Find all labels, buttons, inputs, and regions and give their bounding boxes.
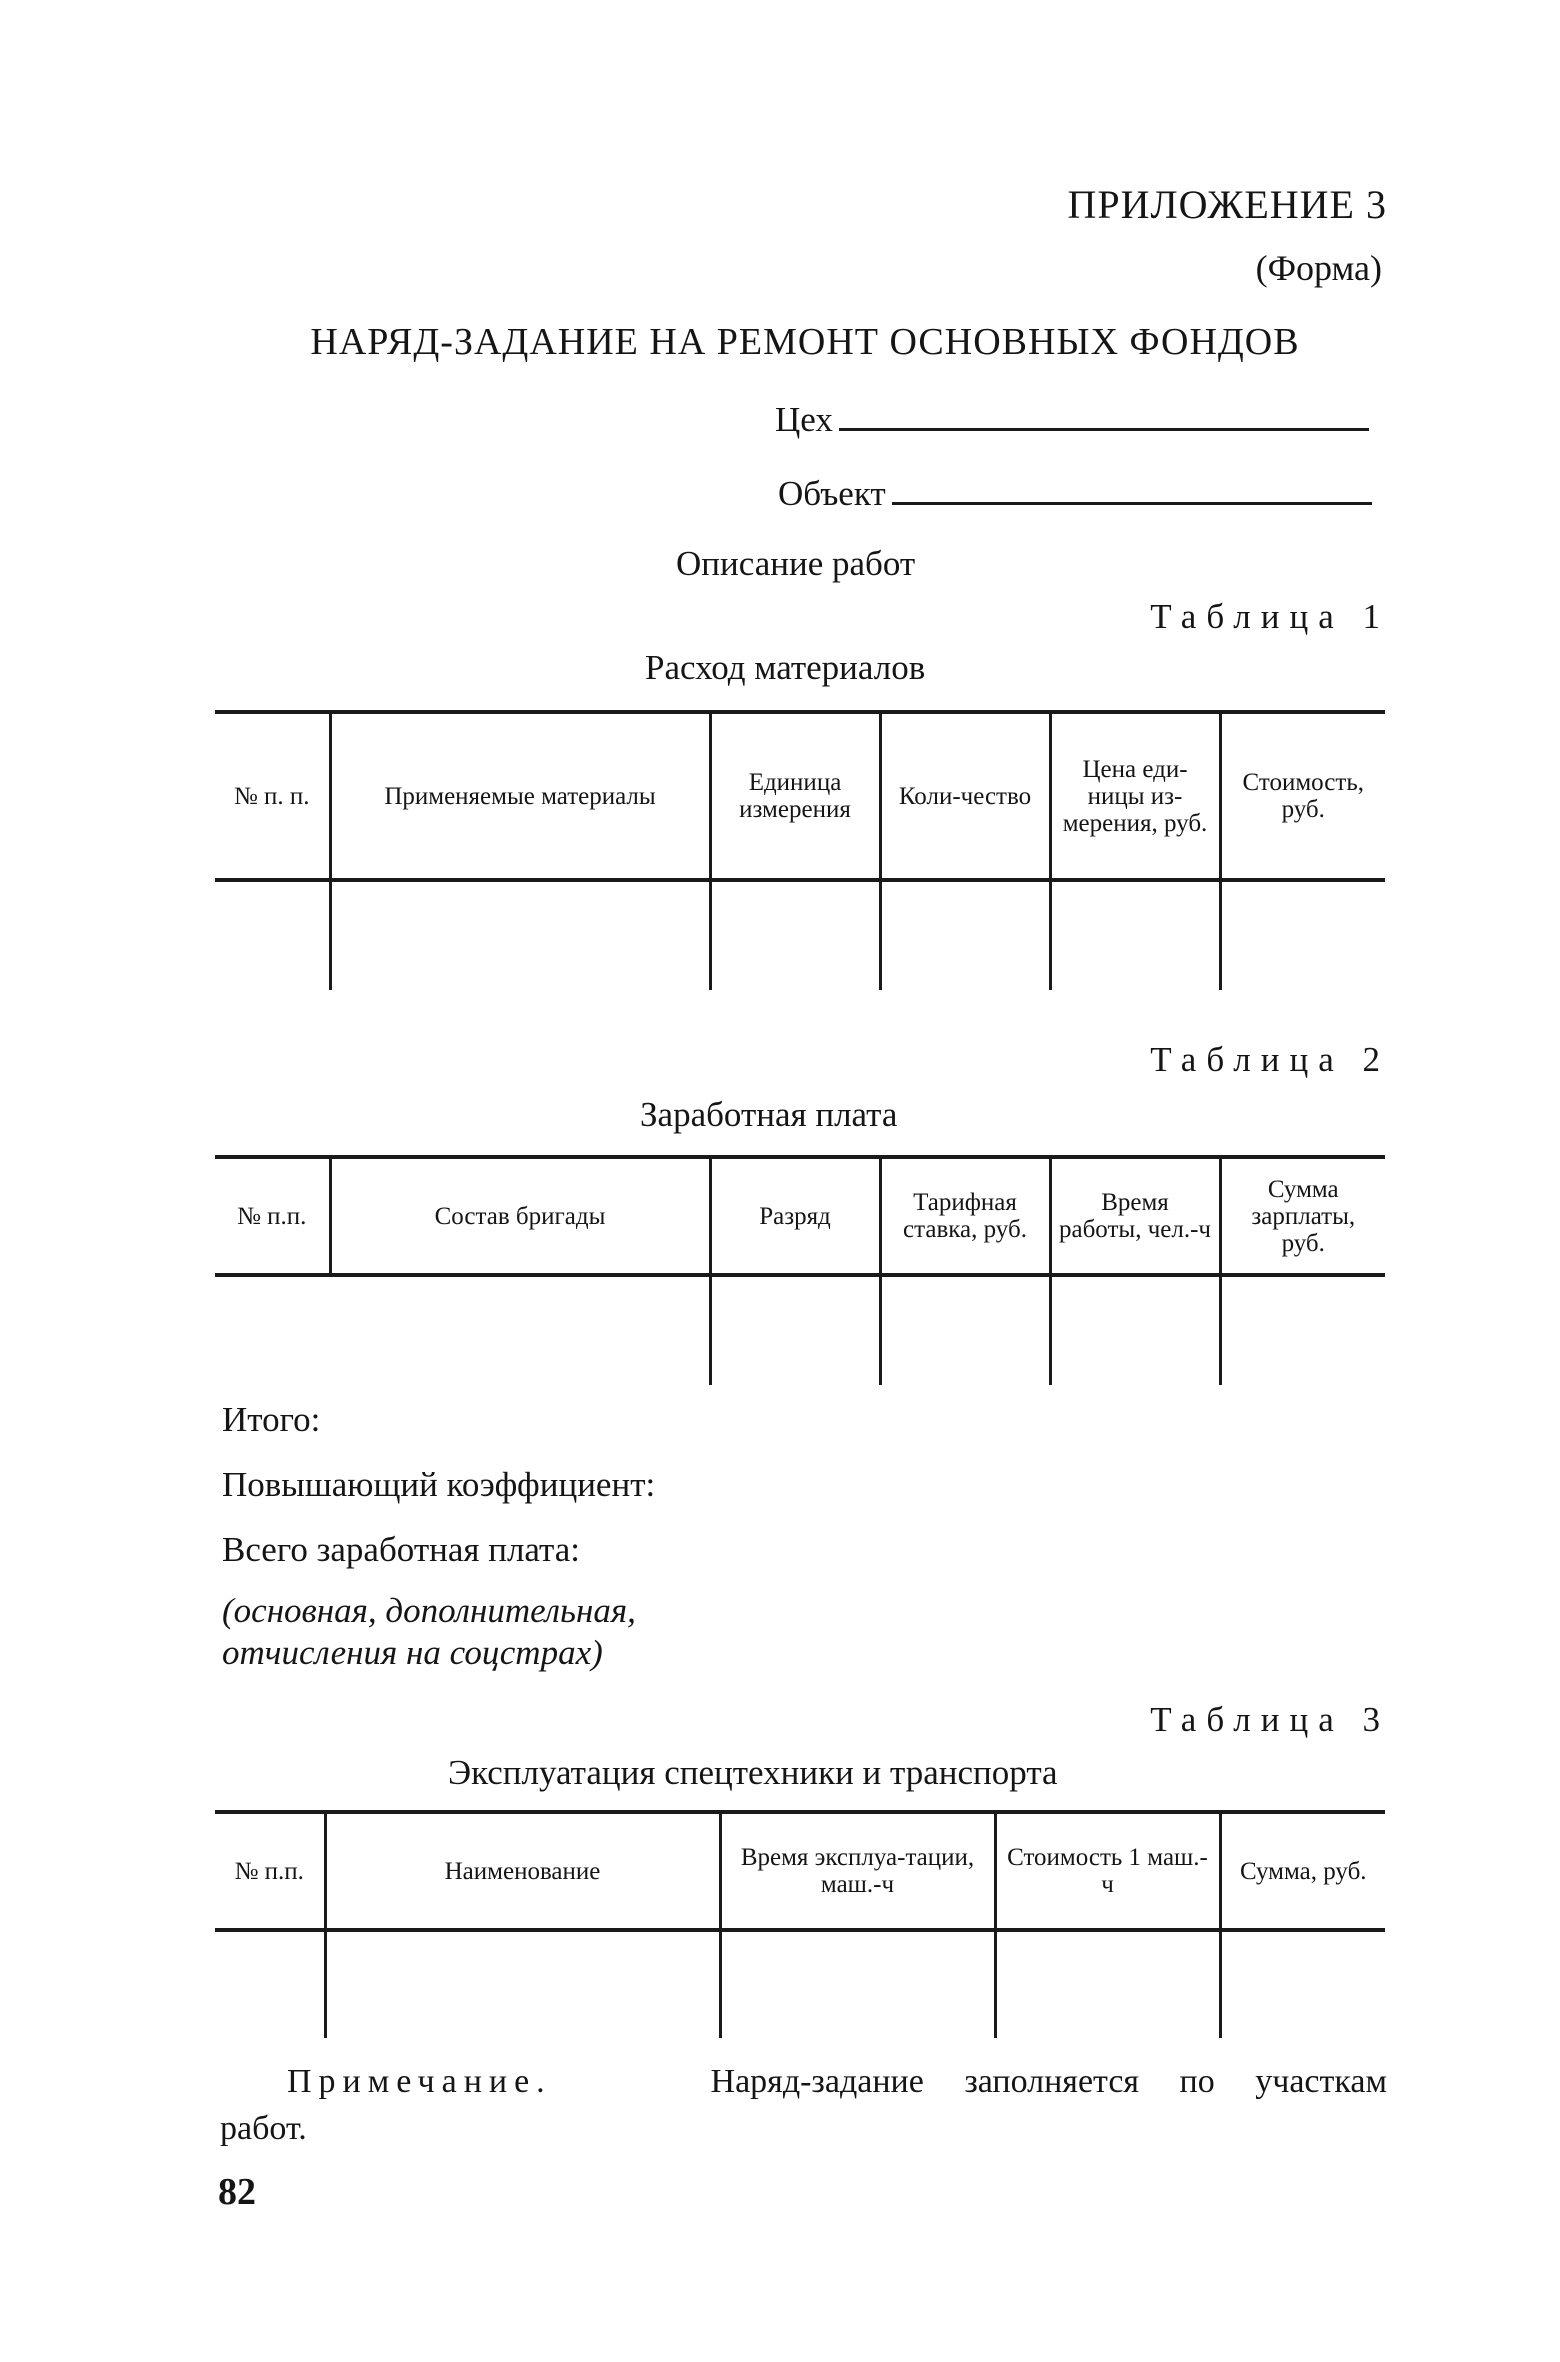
object-field[interactable] [778,474,1372,514]
table-cell[interactable] [1220,1275,1385,1385]
table-cell[interactable] [330,1275,710,1385]
col-number: № п.п. [215,1157,330,1275]
table-cell[interactable] [880,1275,1050,1385]
col-quantity: Коли-чество [880,712,1050,880]
wages-note-line1: (основная, дополнительная, [222,1591,636,1630]
col-hour-cost: Стоимость 1 маш.-ч [995,1812,1220,1930]
coefficient-label: Повышающий коэффициент: [222,1465,656,1504]
table-row[interactable] [215,1930,1385,2038]
shop-field[interactable] [775,400,1369,440]
shop-line[interactable] [839,427,1369,431]
description-heading: Описание работ [676,544,916,583]
col-name: Наименование [325,1812,720,1930]
col-sum: Сумма, руб. [1220,1812,1385,1930]
equipment-table [215,1810,1385,2038]
col-grade: Разряд [710,1157,880,1275]
object-line[interactable] [892,501,1372,505]
col-number: № п. п. [215,712,330,880]
table3-label: Таблица 3 [1150,1700,1390,1739]
table2-title: Заработная плата [640,1095,898,1134]
wages-note [222,1590,636,1674]
footnote [287,2063,1387,2101]
table-cell[interactable] [330,880,710,990]
table-cell[interactable] [880,880,1050,990]
table-cell[interactable] [1050,880,1220,990]
footnote-label: Примечание. [287,2063,552,2100]
object-label: Объект [778,474,886,513]
footnote-text: Наряд-задание заполняется по участкам [710,2063,1387,2100]
footnote-text-cont: работ. [220,2110,307,2147]
table-cell[interactable] [710,880,880,990]
total-wages-label: Всего заработная плата: [222,1530,581,1569]
materials-table [215,710,1385,990]
table-cell[interactable] [1050,1275,1220,1385]
table-cell[interactable] [215,1275,330,1385]
col-cost: Стоимость, руб. [1220,712,1385,880]
table-cell[interactable] [215,1930,325,2038]
appendix-heading: ПРИЛОЖЕНИЕ 3 [1067,182,1387,227]
col-tariff: Тарифная ставка, руб. [880,1157,1050,1275]
wages-total-label: Итого: [222,1400,321,1439]
col-operation-time: Время эксплуа-тации, маш.-ч [720,1812,995,1930]
wages-note-line2: отчисления на соцстрах) [222,1633,603,1672]
col-number: № п.п. [215,1812,325,1930]
table2-label: Таблица 2 [1150,1040,1390,1079]
table-cell[interactable] [215,880,330,990]
shop-label: Цех [775,400,833,439]
col-crew: Состав бригады [330,1157,710,1275]
table1-title: Расход материалов [645,648,926,687]
table-cell[interactable] [1220,880,1385,990]
table3-title: Эксплуатация спецтехники и транспорта [448,1753,1058,1792]
col-materials: Применяемые материалы [330,712,710,880]
col-unit-price: Цена еди-ницы из-мерения, руб. [1050,712,1220,880]
document-title: НАРЯД-ЗАДАНИЕ НА РЕМОНТ ОСНОВНЫХ ФОНДОВ [310,321,1300,363]
table1-label: Таблица 1 [1150,597,1390,636]
col-unit: Единица измерения [710,712,880,880]
col-work-time: Время работы, чел.-ч [1050,1157,1220,1275]
table-cell[interactable] [325,1930,720,2038]
table-cell[interactable] [1220,1930,1385,2038]
wages-table [215,1155,1385,1385]
table-cell[interactable] [720,1930,995,2038]
table-cell[interactable] [995,1930,1220,2038]
page-number: 82 [218,2171,256,2213]
table-row[interactable] [215,1275,1385,1385]
table-row[interactable] [215,880,1385,990]
col-wage-sum: Сумма зарплаты, руб. [1220,1157,1385,1275]
table-cell[interactable] [710,1275,880,1385]
form-label: (Форма) [1255,248,1382,288]
